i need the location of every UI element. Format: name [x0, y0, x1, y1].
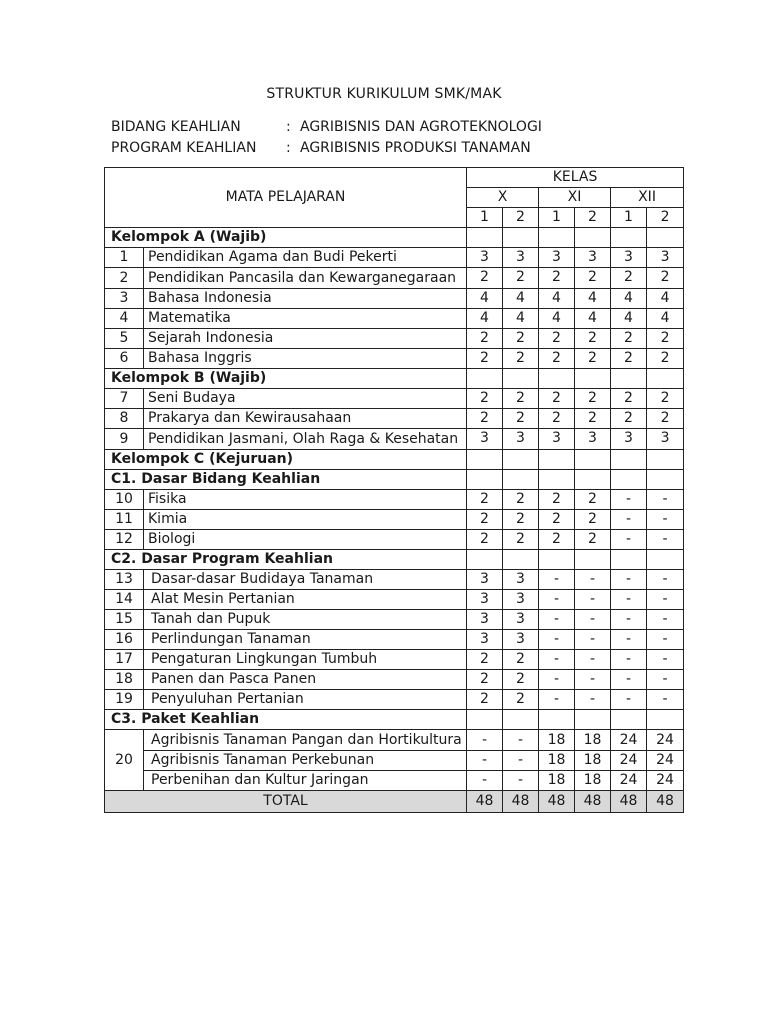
group-row [105, 550, 684, 570]
hours-cell: 2 [575, 389, 611, 409]
group-row [105, 710, 684, 730]
hours-cell: 3 [575, 248, 611, 268]
row-number: 9 [105, 429, 144, 450]
hours-cell: 2 [611, 389, 647, 409]
hours-cell: - [647, 510, 684, 530]
row-number: 14 [105, 590, 144, 610]
hours-cell: 2 [539, 349, 575, 369]
row-number: 7 [105, 389, 144, 409]
hours-cell: - [539, 590, 575, 610]
hours-cell: 4 [503, 289, 539, 309]
row-number: 17 [105, 650, 144, 670]
hours-cell: 4 [539, 289, 575, 309]
group-row [105, 369, 684, 389]
subject-row [105, 530, 684, 550]
hours-cell: 4 [575, 289, 611, 309]
empty-cell [647, 450, 684, 470]
hours-cell: - [539, 570, 575, 590]
empty-cell [647, 550, 684, 570]
hours-cell: 2 [467, 349, 503, 369]
hours-cell: 4 [539, 309, 575, 329]
hours-cell: - [611, 670, 647, 690]
hours-cell: - [539, 670, 575, 690]
hours-cell: 2 [539, 510, 575, 530]
hours-cell: 2 [647, 409, 684, 429]
subject-row [105, 309, 684, 329]
hours-cell: 2 [539, 409, 575, 429]
paket-row [105, 771, 684, 791]
hours-cell: 2 [575, 510, 611, 530]
hours-cell: - [647, 670, 684, 690]
subject-row [105, 329, 684, 349]
hours-cell: 2 [647, 349, 684, 369]
header-row-kelas [105, 168, 684, 188]
hours-cell: - [467, 771, 503, 791]
subject-row [105, 690, 684, 710]
curriculum-table [104, 167, 684, 813]
hours-cell: - [539, 690, 575, 710]
hours-cell: 24 [611, 751, 647, 771]
hours-cell: 2 [647, 389, 684, 409]
header-semester: 2 [575, 208, 611, 228]
empty-cell [611, 450, 647, 470]
subject-name: Perlindungan Tanaman [144, 630, 467, 650]
group-row [105, 450, 684, 470]
program-value: AGRIBISNIS PRODUKSI TANAMAN [300, 140, 531, 156]
empty-cell [503, 228, 539, 248]
hours-cell: 2 [611, 409, 647, 429]
row-number: 2 [105, 268, 144, 289]
hours-cell: 18 [539, 751, 575, 771]
empty-cell [611, 550, 647, 570]
hours-cell: 3 [503, 610, 539, 630]
total-cell: 48 [503, 791, 539, 813]
row-number: 10 [105, 490, 144, 510]
hours-cell: - [575, 570, 611, 590]
row-number: 1 [105, 248, 144, 268]
hours-cell: 3 [503, 630, 539, 650]
empty-cell [611, 369, 647, 389]
empty-cell [539, 470, 575, 490]
row-number: 8 [105, 409, 144, 429]
subject-row [105, 630, 684, 650]
program-keahlian-line [111, 140, 531, 156]
empty-cell [503, 710, 539, 730]
hours-cell: 2 [467, 268, 503, 289]
hours-cell: 2 [575, 409, 611, 429]
empty-cell [575, 550, 611, 570]
empty-cell [467, 470, 503, 490]
row-number: 3 [105, 289, 144, 309]
hours-cell: 18 [539, 730, 575, 751]
hours-cell: 3 [647, 248, 684, 268]
hours-cell: 18 [539, 771, 575, 791]
empty-cell [467, 550, 503, 570]
hours-cell: 2 [539, 329, 575, 349]
subject-name: Seni Budaya [144, 389, 467, 409]
hours-cell: 3 [503, 590, 539, 610]
hours-cell: 3 [467, 570, 503, 590]
subject-name: Pendidikan Pancasila dan Kewarganegaraan [144, 268, 467, 289]
hours-cell: 2 [647, 268, 684, 289]
hours-cell: - [611, 690, 647, 710]
subject-row [105, 490, 684, 510]
subject-row [105, 510, 684, 530]
hours-cell: 4 [611, 289, 647, 309]
hours-cell: - [647, 650, 684, 670]
hours-cell: - [575, 630, 611, 650]
empty-cell [575, 470, 611, 490]
subject-name: Sejarah Indonesia [144, 329, 467, 349]
hours-cell: 3 [539, 429, 575, 450]
group-label: C2. Dasar Program Keahlian [105, 550, 467, 570]
hours-cell: - [575, 590, 611, 610]
hours-cell: - [611, 630, 647, 650]
header-semester: 1 [467, 208, 503, 228]
hours-cell: 2 [503, 409, 539, 429]
hours-cell: - [539, 630, 575, 650]
subject-name: Perbenihan dan Kultur Jaringan [144, 771, 467, 791]
hours-cell: - [467, 751, 503, 771]
empty-cell [575, 228, 611, 248]
row-number: 19 [105, 690, 144, 710]
total-cell: 48 [647, 791, 684, 813]
subject-name: Prakarya dan Kewirausahaan [144, 409, 467, 429]
hours-cell: 3 [467, 248, 503, 268]
hours-cell: 2 [503, 490, 539, 510]
document-title: STRUKTUR KURIKULUM SMK/MAK [266, 86, 502, 102]
hours-cell: 2 [503, 530, 539, 550]
hours-cell: 4 [647, 289, 684, 309]
hours-cell: - [503, 751, 539, 771]
row-number: 18 [105, 670, 144, 690]
hours-cell: 2 [503, 690, 539, 710]
row-number: 15 [105, 610, 144, 630]
separator: : [286, 119, 291, 135]
row-number: 16 [105, 630, 144, 650]
total-cell: 48 [467, 791, 503, 813]
hours-cell: 3 [611, 429, 647, 450]
empty-cell [611, 710, 647, 730]
hours-cell: 2 [467, 670, 503, 690]
group-label: Kelompok C (Kejuruan) [105, 450, 467, 470]
header-class: X [467, 188, 539, 208]
hours-cell: - [647, 610, 684, 630]
hours-cell: - [575, 670, 611, 690]
subject-name: Biologi [144, 530, 467, 550]
hours-cell: 2 [467, 329, 503, 349]
hours-cell: - [647, 590, 684, 610]
empty-cell [647, 470, 684, 490]
paket-row [105, 751, 684, 771]
hours-cell: 2 [647, 329, 684, 349]
subject-row [105, 670, 684, 690]
hours-cell: 2 [467, 690, 503, 710]
row-number: 12 [105, 530, 144, 550]
hours-cell: 2 [467, 389, 503, 409]
empty-cell [575, 450, 611, 470]
header-class: XI [539, 188, 611, 208]
hours-cell: - [647, 570, 684, 590]
hours-cell: 3 [467, 630, 503, 650]
hours-cell: 3 [575, 429, 611, 450]
hours-cell: 2 [503, 670, 539, 690]
hours-cell: 4 [611, 309, 647, 329]
hours-cell: - [467, 730, 503, 751]
program-label: PROGRAM KEAHLIAN [111, 140, 257, 156]
hours-cell: - [539, 650, 575, 670]
row-number: 13 [105, 570, 144, 590]
hours-cell: - [647, 630, 684, 650]
subject-name: Tanah dan Pupuk [144, 610, 467, 630]
hours-cell: - [611, 610, 647, 630]
group-label: C1. Dasar Bidang Keahlian [105, 470, 467, 490]
subject-name: Agribisnis Tanaman Perkebunan [144, 751, 467, 771]
hours-cell: 4 [467, 289, 503, 309]
subject-name: Matematika [144, 309, 467, 329]
subject-name: Agribisnis Tanaman Pangan dan Hortikultura [144, 730, 467, 751]
hours-cell: - [647, 530, 684, 550]
row-number: 20 [105, 730, 144, 791]
hours-cell: 24 [611, 730, 647, 751]
hours-cell: - [575, 610, 611, 630]
subject-name: Panen dan Pasca Panen [144, 670, 467, 690]
hours-cell: 2 [503, 650, 539, 670]
subject-name: Dasar-dasar Budidaya Tanaman [144, 570, 467, 590]
row-number: 11 [105, 510, 144, 530]
hours-cell: - [611, 590, 647, 610]
hours-cell: - [647, 690, 684, 710]
subject-row [105, 650, 684, 670]
row-number: 6 [105, 349, 144, 369]
empty-cell [467, 369, 503, 389]
hours-cell: 3 [611, 248, 647, 268]
subject-name: Bahasa Inggris [144, 349, 467, 369]
header-semester: 1 [539, 208, 575, 228]
hours-cell: 3 [467, 429, 503, 450]
hours-cell: - [575, 650, 611, 670]
hours-cell: 2 [539, 389, 575, 409]
subject-name: Pendidikan Agama dan Budi Pekerti [144, 248, 467, 268]
subject-row [105, 248, 684, 268]
subject-row [105, 429, 684, 450]
hours-cell: 4 [467, 309, 503, 329]
hours-cell: 18 [575, 771, 611, 791]
empty-cell [539, 710, 575, 730]
hours-cell: - [539, 610, 575, 630]
empty-cell [467, 228, 503, 248]
empty-cell [503, 470, 539, 490]
empty-cell [647, 369, 684, 389]
hours-cell: - [611, 530, 647, 550]
hours-cell: 3 [467, 590, 503, 610]
row-number: 4 [105, 309, 144, 329]
group-label: Kelompok B (Wajib) [105, 369, 467, 389]
hours-cell: 2 [575, 490, 611, 510]
group-label: C3. Paket Keahlian [105, 710, 467, 730]
paket-row [105, 730, 684, 751]
empty-cell [611, 228, 647, 248]
hours-cell: 4 [503, 309, 539, 329]
header-semester: 2 [503, 208, 539, 228]
hours-cell: 2 [575, 329, 611, 349]
group-label: Kelompok A (Wajib) [105, 228, 467, 248]
empty-cell [647, 710, 684, 730]
bidang-keahlian-line [111, 119, 542, 135]
hours-cell: - [647, 490, 684, 510]
subject-row [105, 570, 684, 590]
hours-cell: 18 [575, 751, 611, 771]
hours-cell: 2 [467, 490, 503, 510]
hours-cell: 2 [467, 510, 503, 530]
hours-cell: 4 [647, 309, 684, 329]
hours-cell: - [575, 690, 611, 710]
hours-cell: 24 [647, 771, 684, 791]
hours-cell: 2 [575, 268, 611, 289]
hours-cell: - [611, 650, 647, 670]
header-semester: 1 [611, 208, 647, 228]
empty-cell [503, 369, 539, 389]
hours-cell: 24 [611, 771, 647, 791]
hours-cell: 2 [611, 329, 647, 349]
hours-cell: 2 [611, 268, 647, 289]
empty-cell [467, 450, 503, 470]
group-row [105, 470, 684, 490]
hours-cell: 4 [575, 309, 611, 329]
hours-cell: 3 [503, 570, 539, 590]
hours-cell: 2 [539, 490, 575, 510]
hours-cell: 24 [647, 730, 684, 751]
header-kelas: KELAS [467, 168, 684, 188]
hours-cell: - [611, 490, 647, 510]
hours-cell: 3 [503, 429, 539, 450]
subject-row [105, 409, 684, 429]
empty-cell [539, 550, 575, 570]
total-cell: 48 [611, 791, 647, 813]
total-cell: 48 [539, 791, 575, 813]
subject-name: Pendidikan Jasmani, Olah Raga & Kesehatan [144, 429, 467, 450]
hours-cell: 2 [575, 349, 611, 369]
header-subject: MATA PELAJARAN [105, 168, 467, 228]
subject-name: Pengaturan Lingkungan Tumbuh [144, 650, 467, 670]
hours-cell: 24 [647, 751, 684, 771]
hours-cell: 2 [611, 349, 647, 369]
hours-cell: 2 [503, 268, 539, 289]
empty-cell [575, 710, 611, 730]
empty-cell [503, 550, 539, 570]
hours-cell: 3 [467, 610, 503, 630]
hours-cell: - [503, 730, 539, 751]
total-row [105, 791, 684, 813]
empty-cell [647, 228, 684, 248]
header-class: XII [611, 188, 684, 208]
hours-cell: 2 [575, 530, 611, 550]
bidang-value: AGRIBISNIS DAN AGROTEKNOLOGI [300, 119, 542, 135]
hours-cell: 2 [467, 409, 503, 429]
hours-cell: 2 [539, 530, 575, 550]
subject-row [105, 268, 684, 289]
subject-row [105, 289, 684, 309]
subject-row [105, 590, 684, 610]
separator: : [286, 140, 291, 156]
hours-cell: 3 [539, 248, 575, 268]
hours-cell: 2 [467, 530, 503, 550]
hours-cell: 3 [503, 248, 539, 268]
subject-row [105, 610, 684, 630]
group-row [105, 228, 684, 248]
total-cell: 48 [575, 791, 611, 813]
hours-cell: 18 [575, 730, 611, 751]
empty-cell [611, 470, 647, 490]
hours-cell: - [611, 570, 647, 590]
hours-cell: 2 [503, 510, 539, 530]
total-label: TOTAL [105, 791, 467, 813]
hours-cell: 2 [503, 349, 539, 369]
bidang-label: BIDANG KEAHLIAN [111, 119, 241, 135]
hours-cell: 2 [467, 650, 503, 670]
subject-name: Kimia [144, 510, 467, 530]
empty-cell [539, 228, 575, 248]
empty-cell [503, 450, 539, 470]
hours-cell: - [503, 771, 539, 791]
subject-row [105, 389, 684, 409]
hours-cell: 2 [539, 268, 575, 289]
empty-cell [539, 450, 575, 470]
empty-cell [575, 369, 611, 389]
row-number: 5 [105, 329, 144, 349]
hours-cell: 2 [503, 329, 539, 349]
hours-cell: 3 [647, 429, 684, 450]
subject-name: Bahasa Indonesia [144, 289, 467, 309]
header-semester: 2 [647, 208, 684, 228]
subject-row [105, 349, 684, 369]
subject-name: Alat Mesin Pertanian [144, 590, 467, 610]
hours-cell: 2 [503, 389, 539, 409]
hours-cell: - [611, 510, 647, 530]
subject-name: Penyuluhan Pertanian [144, 690, 467, 710]
empty-cell [467, 710, 503, 730]
empty-cell [539, 369, 575, 389]
subject-name: Fisika [144, 490, 467, 510]
